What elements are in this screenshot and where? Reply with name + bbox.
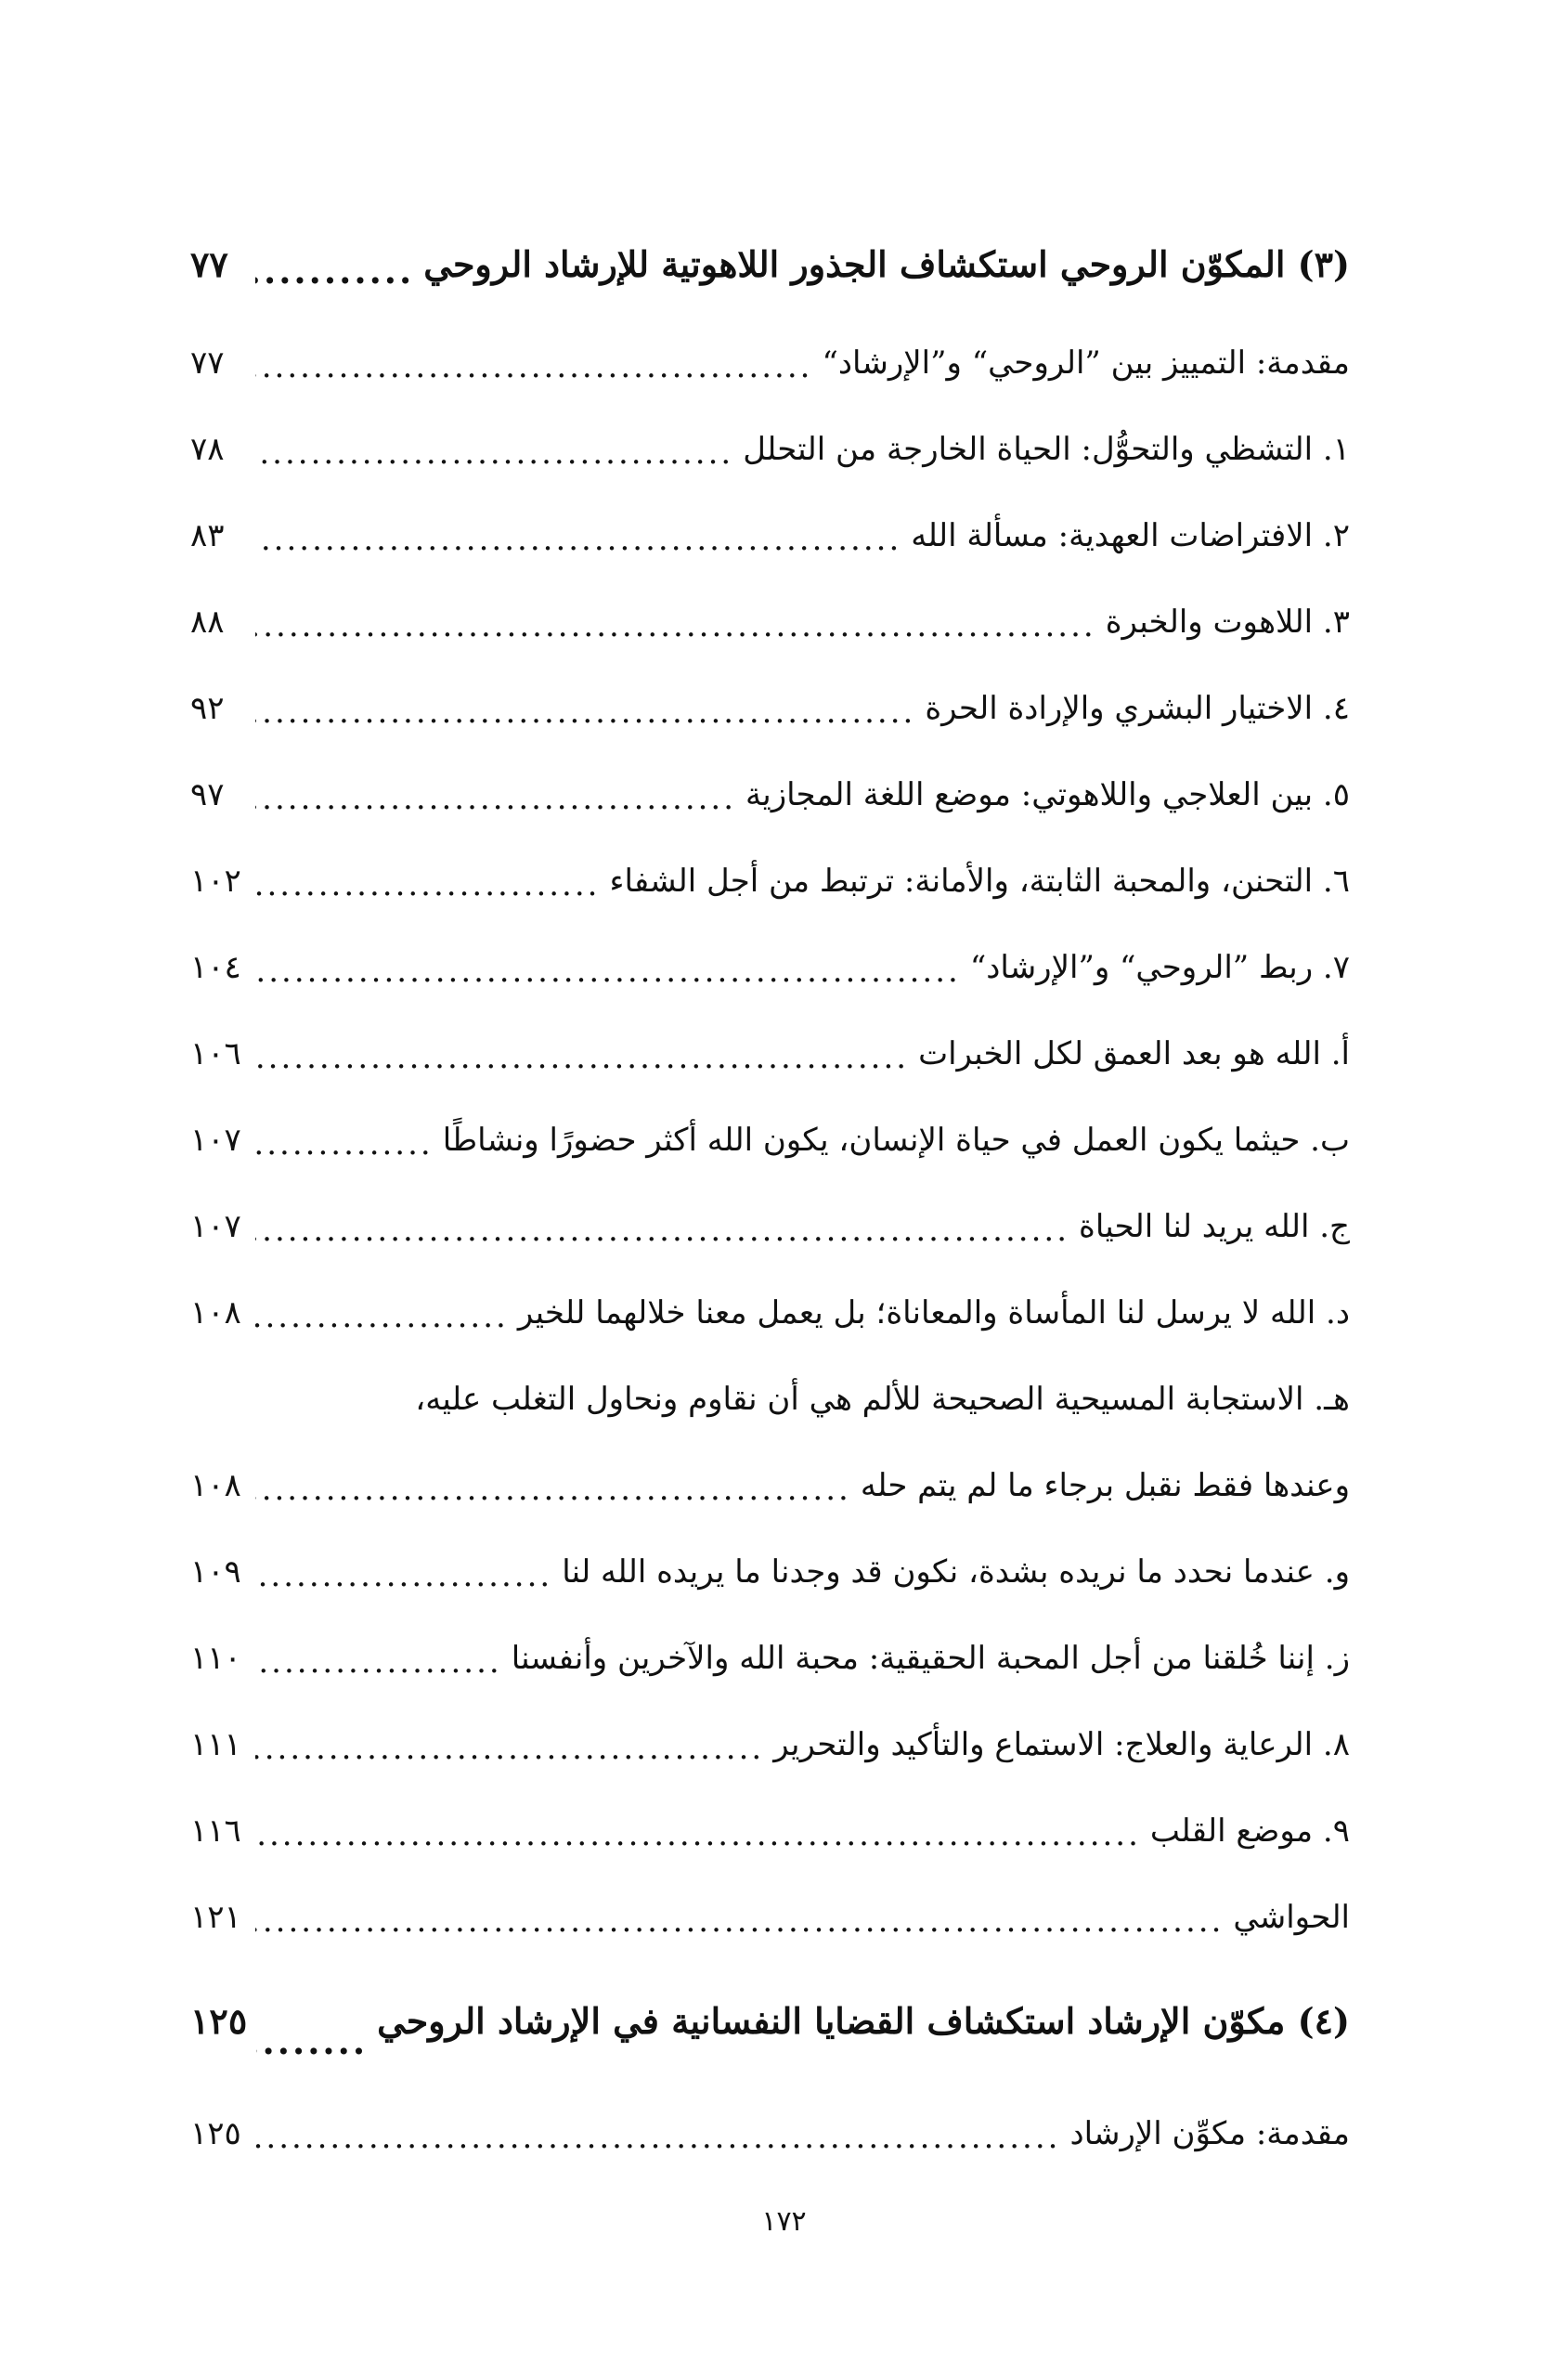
toc-entry-title: ٤. الاختيار البشري والإرادة الحرة [925, 690, 1350, 727]
toc-entry-title: ب. حيثما يكون العمل في حياة الإنسان، يكون الله أكثر حضورًا ونشاطًا [442, 1122, 1350, 1159]
toc-entry-title: ٩. موضع القلب [1149, 1812, 1350, 1850]
toc-page-number: ١٠٨ [190, 1294, 241, 1331]
toc-entry [190, 752, 1350, 838]
toc-subentry [190, 1098, 1350, 1184]
dot-leader [255, 253, 414, 289]
toc-entry [190, 407, 1350, 493]
toc-subentry [190, 1011, 1350, 1098]
dot-leader [255, 2122, 1060, 2153]
toc-entry [190, 925, 1350, 1011]
dot-leader [255, 1646, 502, 1678]
toc-entry-title: ٧. ربط ”الروحي“ و”الإرشاد“ [969, 949, 1350, 986]
toc-entry [190, 1788, 1350, 1875]
dot-leader [255, 783, 736, 814]
toc-entry [190, 2091, 1350, 2177]
toc-entry-title: و. عندما نحدد ما نريده بشدة، نكون قد وجدنا ما يريده الله لنا [562, 1553, 1350, 1591]
dot-leader [255, 1733, 764, 1764]
toc-page-number: ١٢٥ [190, 2115, 241, 2152]
toc-page-number: ١٠٢ [190, 863, 241, 900]
toc-page-number: ١٠٦ [190, 1035, 241, 1072]
toc-entry [190, 1702, 1350, 1788]
toc-page-number: ١٠٩ [190, 1553, 241, 1591]
dot-leader [255, 351, 812, 383]
toc-subentry [190, 1616, 1350, 1702]
toc-page-number: ٧٧ [190, 243, 228, 285]
toc-entry-title: ٨. الرعاية والعلاج: الاستماع والتأكيد والتحرير [773, 1726, 1350, 1763]
toc-page-number: ٧٧ [190, 344, 225, 382]
toc-page-number: ١٢٥ [190, 2000, 248, 2042]
toc-entry-title: وعندها فقط نقبل برجاء ما لم يتم حله [860, 1467, 1350, 1504]
toc-page-number: ١١٦ [190, 1812, 241, 1850]
toc-entry [190, 1875, 1350, 1961]
toc-entry-title: (٣) المكوّن الروحي استكشاف الجذور اللاهوتية للإرشاد الروحي [423, 243, 1350, 285]
dot-leader [255, 1301, 509, 1332]
toc-entry-title: مقدمة: التمييز بين ”الروحي“ و”الإرشاد“ [822, 344, 1350, 382]
toc-page-number: ٧٨ [190, 431, 225, 468]
table-of-contents [190, 200, 1350, 2177]
toc-page-number: ٩٧ [190, 776, 225, 813]
toc-entry-title: ج. الله يريد لنا الحياة [1079, 1208, 1350, 1245]
dot-leader [255, 1214, 1069, 1246]
toc-page-number: ٨٣ [190, 517, 225, 554]
toc-entry-title: هـ. الاستجابة المسيحية الصحيحة للألم هي أن نقاوم ونحاول التغلب عليه، [415, 1381, 1350, 1418]
dot-leader [255, 437, 733, 469]
toc-subentry [190, 1184, 1350, 1270]
toc-entry [190, 320, 1350, 407]
dot-leader [255, 1819, 1141, 1851]
toc-subentry [190, 1270, 1350, 1357]
dot-leader [255, 1560, 552, 1591]
toc-page-number: ١٠٨ [190, 1467, 241, 1504]
toc-subentry [190, 1529, 1350, 1616]
toc-entry-title: ٣. اللاهوت والخبرة [1105, 604, 1350, 641]
toc-page-number: ١٠٤ [190, 949, 241, 986]
dot-leader [255, 955, 961, 987]
toc-entry-title: ٦. التحنن، والمحبة الثابتة، والأمانة: ترتبط من أجل الشفاء [609, 863, 1350, 900]
toc-page-number: ١٠٧ [190, 1122, 241, 1159]
toc-entry-title: مقدمة: مكوِّن الإرشاد [1069, 2115, 1350, 2152]
toc-page-number: ١٠٧ [190, 1208, 241, 1245]
dot-leader [255, 1474, 851, 1505]
toc-subentry-first-line [190, 1357, 1350, 1443]
dot-leader [255, 696, 915, 728]
dot-leader [255, 1042, 909, 1073]
toc-entry-title: ١. التشظي والتحوُّل: الحياة الخارجة من التحلل [743, 431, 1350, 468]
toc-entry-title: ٢. الافتراضات العهدية: مسألة الله [911, 517, 1350, 554]
toc-entry-title: أ. الله هو بعد العمق لكل الخبرات [918, 1035, 1350, 1072]
toc-chapter-heading [190, 1961, 1350, 2091]
dot-leader [255, 1128, 434, 1160]
dot-leader [255, 869, 600, 901]
toc-entry-title: الحواشي [1233, 1899, 1350, 1936]
dot-leader [256, 2024, 368, 2059]
toc-subentry-continuation [190, 1443, 1350, 1529]
toc-page-number: ١١٠ [190, 1640, 241, 1677]
toc-page-number: ٨٨ [190, 604, 225, 641]
toc-entry-title: ز. إننا خُلقنا من أجل المحبة الحقيقية: محبة الله والآخرين وأنفسنا [511, 1640, 1350, 1677]
dot-leader [255, 610, 1096, 642]
page-number-footer: ١٧٢ [761, 2205, 807, 2238]
toc-entry [190, 838, 1350, 925]
toc-entry [190, 493, 1350, 579]
dot-leader [255, 524, 901, 555]
toc-page-number: ١٢١ [190, 1899, 241, 1936]
toc-entry-title: (٤) مكوّن الإرشاد استكشاف القضايا النفسانية في الإرشاد الروحي [377, 2000, 1350, 2042]
toc-entry [190, 579, 1350, 666]
toc-entry-title: ٥. بين العلاجي واللاهوتي: موضع اللغة المجازية [745, 776, 1350, 813]
dot-leader [255, 1905, 1224, 1937]
toc-page-number: ٩٢ [190, 690, 225, 727]
toc-entry [190, 666, 1350, 752]
toc-entry-title: د. الله لا يرسل لنا المأساة والمعاناة؛ بل يعمل معنا خلالهما للخير [517, 1294, 1350, 1331]
toc-chapter-heading [190, 200, 1350, 320]
toc-page-number: ١١١ [190, 1726, 241, 1763]
